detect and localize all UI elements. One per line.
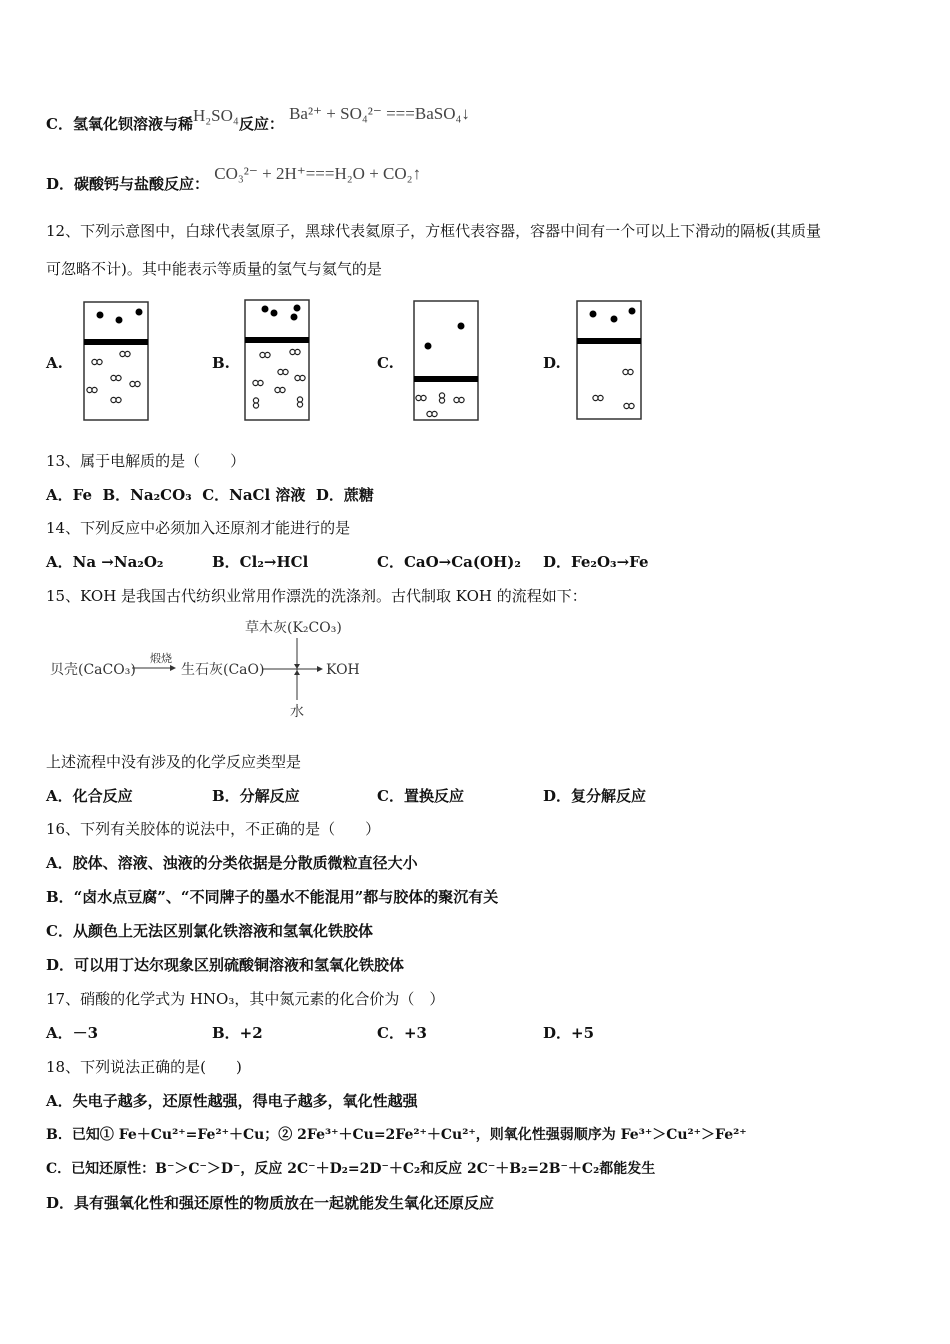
q12-stem: 12、下列示意图中，白球代表氢原子，黑球代表氦原子，方框代表容器，容器中间有一个可以上下滑动的隔板(其质量 (46, 222, 821, 240)
q14-option-a: A．Na →Na₂O₂ (46, 553, 164, 571)
q15-stem: 15、KOH 是我国古代纺织业常用作漂洗的洗涤剂。古代制取 KOH 的流程如下： (46, 587, 587, 605)
q18-option-d: D．具有强氧化性和强还原性的物质放在一起就能发生氧化还原反应 (46, 1194, 495, 1212)
flow-shell: 贝壳(CaCO₃) (50, 662, 136, 678)
q11-option-d (46, 164, 422, 194)
arrow-icon (170, 665, 176, 671)
q12-container-diagrams (0, 290, 700, 430)
flow-calcine: 煅烧 (150, 652, 172, 665)
flow-water: 水 (290, 704, 304, 720)
option-text: D．碳酸钙与盐酸反应： (46, 175, 210, 193)
container-c (414, 301, 478, 420)
q12-option-a: A. (46, 354, 63, 372)
q13-option-a: A．Fe (46, 486, 93, 504)
equation: CO₃²⁻ + 2H⁺===H₂O + CO₂↑ (214, 164, 422, 183)
flow-ash: 草木灰(K₂CO₃) (245, 620, 342, 636)
q11-option-c (46, 104, 470, 134)
q13-option-d: D．蔗糖 (315, 486, 374, 504)
q13-stem: 13、属于电解质的是（ ） (46, 452, 246, 470)
q14-stem: 14、下列反应中必须加入还原剂才能进行的是 (46, 519, 351, 537)
q16-option-a: A．胶体、溶液、浊液的分类依据是分散质微粒直径大小 (46, 854, 418, 872)
q16-option-d: D．可以用丁达尔现象区别硫酸铜溶液和氢氧化铁胶体 (46, 956, 405, 974)
q14-option-b: B．Cl₂→HCl (212, 553, 309, 571)
option-text: 反应： (238, 115, 284, 133)
q13-option-b: B．Na₂CO₃ (102, 486, 192, 504)
equation: Ba²⁺ + SO₄²⁻ ===BaSO₄↓ (289, 104, 470, 123)
q18-option-a: A．失电子越多，还原性越强，得电子越多，氧化性越强 (46, 1092, 418, 1110)
formula: H₂SO₄ (192, 106, 239, 125)
q16-option-c: C．从颜色上无法区别氯化铁溶液和氢氧化铁胶体 (46, 922, 373, 940)
option-text: C．氢氧化钡溶液与稀 (46, 115, 193, 133)
container-b (245, 300, 309, 420)
q15-option-a: A．化合反应 (46, 787, 133, 805)
q13-option-c: C．NaCl 溶液 (202, 486, 306, 504)
q15-option-b: B．分解反应 (212, 787, 300, 805)
q14-option-c: C．CaO→Ca(OH)₂ (377, 553, 521, 571)
q12-option-c: C. (377, 354, 394, 372)
q15-option-c: C．置换反应 (377, 787, 464, 805)
q14-option-d: D．Fe₂O₃→Fe (543, 553, 649, 571)
q18-option-b: B．已知① Fe＋Cu²⁺=Fe²⁺＋Cu；② 2Fe³⁺＋Cu=2Fe²⁺＋Cu²⁺，则氧化性强弱顺序为 Fe³⁺＞Cu²⁺＞Fe²⁺ (46, 1127, 747, 1143)
container-d (577, 301, 641, 419)
q17-stem: 17、硝酸的化学式为 HNO₃，其中氮元素的化合价为（ ） (46, 990, 445, 1008)
q17-option-a: A．－3 (46, 1024, 99, 1042)
q12-option-d: D. (543, 354, 561, 372)
arrow-icon (317, 666, 323, 672)
q12-stem-cont: 可忽略不计)。其中能表示等质量的氢气与氦气的是 (46, 260, 382, 278)
q17-option-b: B．+2 (212, 1024, 263, 1042)
q16-stem: 16、下列有关胶体的说法中，不正确的是（ ） (46, 820, 381, 838)
q15-option-d: D．复分解反应 (543, 787, 647, 805)
q16-option-b: B．“卤水点豆腐”、“不同牌子的墨水不能混用”都与胶体的聚沉有关 (46, 888, 499, 906)
q15-question: 上述流程中没有涉及的化学反应类型是 (46, 753, 302, 771)
q12-option-b: B. (212, 354, 230, 372)
q13-options (46, 484, 374, 505)
q18-option-c: C．已知还原性：B⁻＞C⁻＞D⁻，反应 2C⁻＋D₂=2D⁻＋C₂和反应 2C⁻＋B₂=2B⁻＋C₂都能发生 (46, 1161, 656, 1177)
flow-product: KOH (326, 662, 360, 678)
q17-option-d: D．+5 (543, 1024, 595, 1042)
q15-flow-diagram (40, 612, 380, 722)
flow-quicklime: 生石灰(CaO) (181, 662, 265, 678)
q18-stem: 18、下列说法正确的是( ) (46, 1058, 242, 1076)
q17-option-c: C．+3 (377, 1024, 427, 1042)
container-a (84, 302, 148, 420)
